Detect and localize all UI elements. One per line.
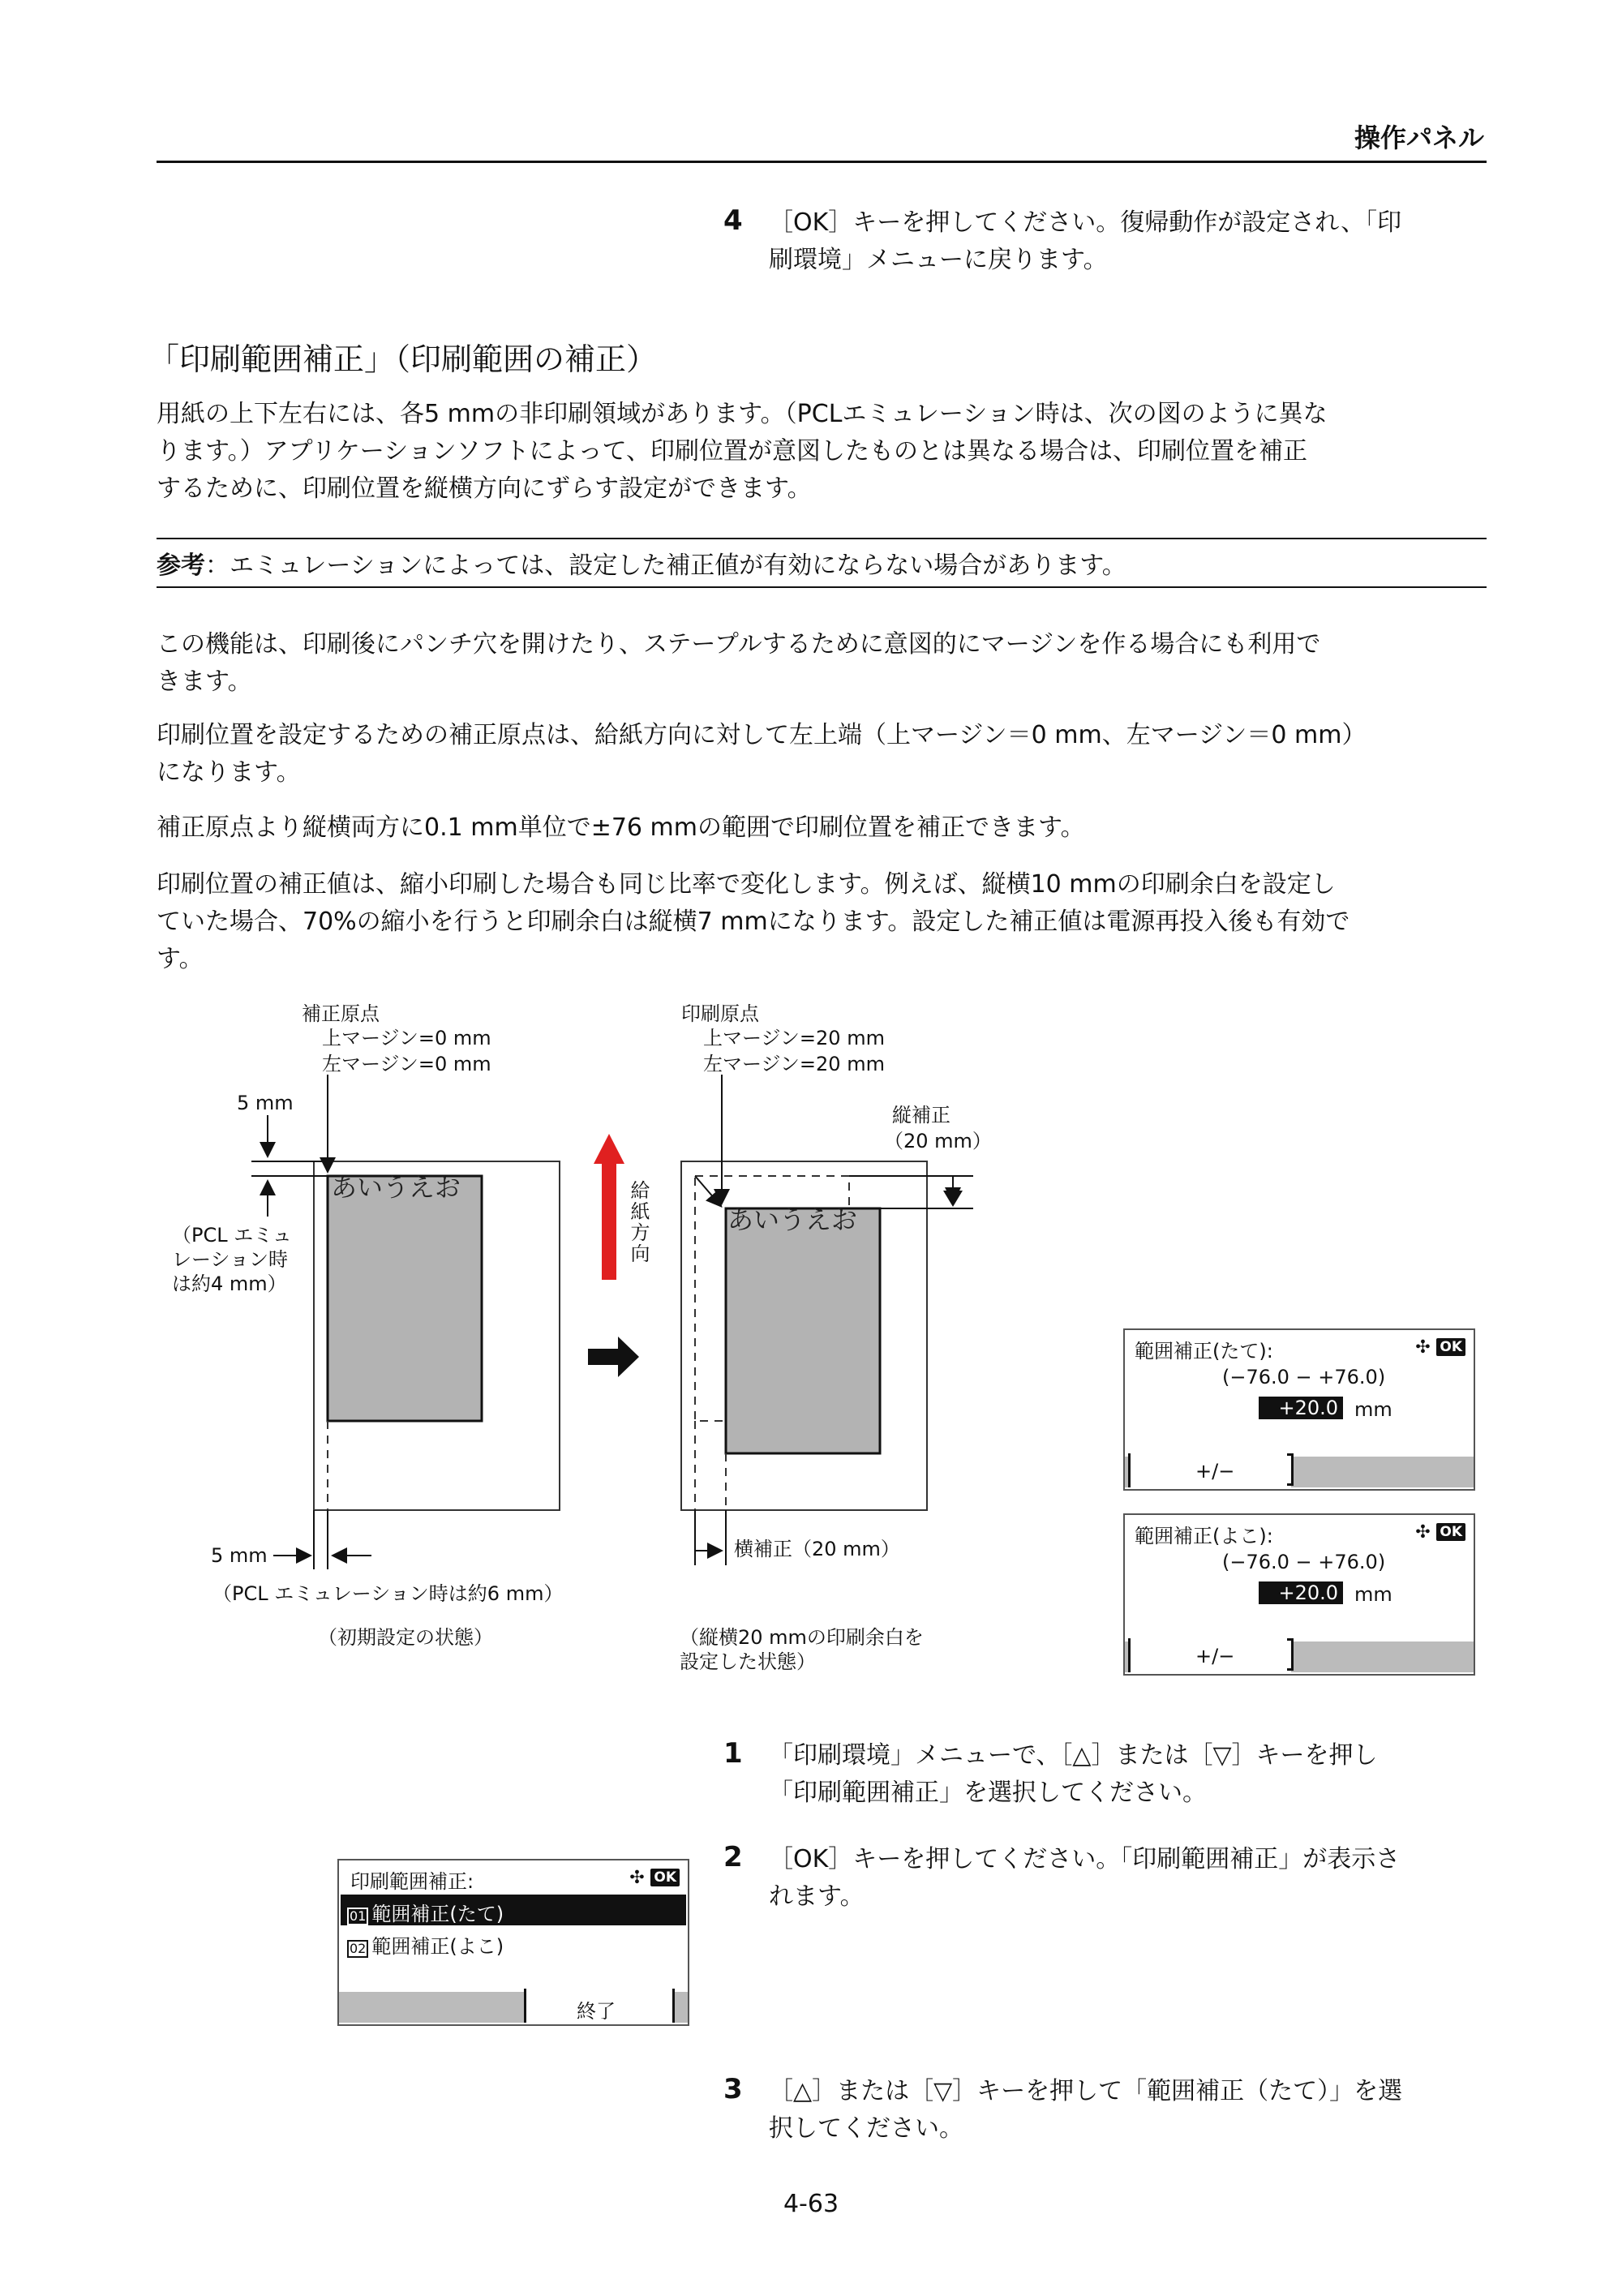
- pcl-note-line: （PCL エミュ: [172, 1224, 292, 1247]
- panel-title: 印刷範囲補正:: [350, 1870, 474, 1893]
- left-pcl-note: [172, 1223, 292, 1296]
- menu-item-tate[interactable]: [341, 1895, 686, 1925]
- right-top-margin: 上マージン=20 mm: [703, 1027, 885, 1049]
- right-horizontal-corr: 横補正（20 mm）: [734, 1538, 900, 1560]
- step-4-line1: ［OK］キーを押してください。復帰動作が設定され、「印: [769, 208, 1402, 237]
- section-header: 操作パネル: [1354, 122, 1484, 153]
- left-caption: （初期設定の状態）: [318, 1626, 493, 1649]
- softkey-bracket: [1287, 1453, 1294, 1486]
- panel-value[interactable]: +20.0: [1259, 1397, 1343, 1419]
- right-origin-title: 印刷原点: [681, 1002, 759, 1025]
- menu-item-row: [347, 1930, 504, 1959]
- left-top-margin: 上マージン=0 mm: [322, 1027, 491, 1049]
- pcl-note-line: レーション時: [172, 1248, 289, 1271]
- panel-range: (−76.0 − +76.0): [1222, 1366, 1386, 1388]
- panel-nav-ok: [1415, 1520, 1465, 1543]
- step-1-text: [769, 1737, 1483, 1812]
- ok-icon: OK: [1436, 1338, 1465, 1356]
- menu-item-row: [347, 1898, 504, 1926]
- note-text: ：エミュレーションによっては、設定した補正値が有効にならない場合があります。: [205, 551, 1126, 580]
- feed-direction-label: 給紙方向: [627, 1180, 650, 1264]
- panel-unit: mm: [1354, 1398, 1392, 1421]
- feed-arrow-head: [594, 1134, 624, 1164]
- right-left-margin: 左マージン=20 mm: [703, 1053, 885, 1075]
- left-print-area: [328, 1176, 482, 1421]
- four-way-arrow-icon: ✣: [1415, 1337, 1431, 1358]
- step-2-text: [769, 1841, 1483, 1916]
- right-vertical-corr-val: （20 mm）: [884, 1130, 992, 1152]
- panel-nav-ok: [1415, 1335, 1465, 1358]
- softkey-label: +/−: [1195, 1460, 1235, 1483]
- step-3-line1: ［△］または［▽］キーを押して「範囲補正（たて）」を選: [769, 2077, 1403, 2105]
- step-1-line1: 「印刷環境」メニューで、［△］または［▽］キーを押し: [769, 1741, 1378, 1770]
- panel-title: 範囲補正(よこ):: [1135, 1525, 1273, 1547]
- right-caption: [680, 1625, 924, 1674]
- panel-range: (−76.0 − +76.0): [1222, 1551, 1386, 1573]
- softkey-right[interactable]: [524, 1989, 675, 2023]
- panel-range-yoko: [1123, 1513, 1475, 1676]
- menu-item-label: 範囲補正(たて): [371, 1903, 504, 1925]
- intro-line: 用紙の上下左右には、各5 mmの非印刷領域があります。（PCLエミュレーション時は、次の図のように異な: [157, 400, 1328, 428]
- right-vertical-corr: 縦補正: [892, 1104, 950, 1127]
- step-2-number: 2: [723, 1841, 743, 1873]
- step-3-line2: 択してください。: [769, 2114, 963, 2143]
- paragraph-line: 補正原点より縦横両方に0.1 mm単位で±76 mmの範囲で印刷位置を補正できます。: [157, 813, 1085, 842]
- panel-print-range-menu: [337, 1859, 689, 2026]
- four-way-arrow-icon: ✣: [629, 1868, 645, 1888]
- note-label: 参考: [157, 551, 205, 580]
- page-number: 4-63: [783, 2190, 839, 2218]
- step-2-line2: れます。: [769, 1882, 865, 1911]
- softkey-label: +/−: [1195, 1645, 1235, 1667]
- step-1-line2: 「印刷範囲補正」を選択してください。: [769, 1779, 1207, 1807]
- right-caption-line: （縦横20 mmの印刷余白を: [680, 1626, 924, 1649]
- panel-range-tate: [1123, 1328, 1475, 1491]
- menu-item-yoko[interactable]: [341, 1927, 686, 1958]
- menu-item-number: 02: [347, 1940, 368, 1958]
- intro-line: ります。）アプリケーションソフトによって、印刷位置が意図したものとは異なる場合は、印刷位置を補正: [157, 437, 1307, 466]
- panel-nav-ok: [629, 1865, 680, 1888]
- feed-arrow-shaft: [602, 1160, 616, 1280]
- right-caption-line: 設定した状態）: [680, 1650, 816, 1673]
- paragraph-line: この機能は、印刷後にパンチ穴を開けたり、ステープルするために意図的にマージンを作る場合にも利用で: [157, 630, 1321, 659]
- left-sample-text: あいうえお: [331, 1172, 461, 1203]
- step-3-number: 3: [723, 2073, 743, 2105]
- step-4-number: 4: [723, 204, 743, 237]
- paragraph-line: になります。: [157, 758, 301, 787]
- ok-icon: OK: [1436, 1523, 1465, 1541]
- left-pcl-note-bottom: （PCL エミュレーション時は約6 mm）: [212, 1582, 564, 1605]
- panel-unit: mm: [1354, 1583, 1392, 1606]
- step-4-line2: 刷環境」メニューに戻ります。: [769, 246, 1108, 274]
- paragraph-line: す。: [157, 945, 204, 973]
- intro-line: するために、印刷位置を縦横方向にずらす設定ができます。: [157, 474, 812, 503]
- panel-value[interactable]: +20.0: [1259, 1581, 1343, 1604]
- step-2-line1: ［OK］キーを押してください。「印刷範囲補正」が表示さ: [769, 1845, 1401, 1873]
- section-heading: 「印刷範囲補正」（印刷範囲の補正）: [148, 341, 658, 377]
- panel-title: 範囲補正(たて):: [1135, 1340, 1273, 1363]
- right-sample-text: あいうえお: [727, 1204, 858, 1235]
- softkey-bracket: [1287, 1638, 1294, 1671]
- menu-item-label: 範囲補正(よこ): [371, 1935, 504, 1958]
- process-arrow: [588, 1337, 639, 1377]
- paragraph-line: 印刷位置を設定するための補正原点は、給紙方向に対して左上端（上マージン＝0 mm、左マージン＝0 mm）: [157, 721, 1367, 749]
- paragraph-line: ていた場合、70%の縮小を行うと印刷余白は縦横7 mmになります。設定した補正値は電源再投入後も有効で: [157, 908, 1350, 936]
- left-5mm-top: 5 mm: [237, 1092, 294, 1114]
- left-5mm-bottom: 5 mm: [211, 1544, 268, 1567]
- ok-icon: OK: [650, 1869, 680, 1886]
- right-print-area: [726, 1208, 880, 1453]
- left-origin-title: 補正原点: [302, 1002, 380, 1025]
- softkey-label: 終了: [577, 2000, 616, 2023]
- pcl-note-line: は約4 mm）: [172, 1272, 287, 1295]
- softkey-left[interactable]: [1128, 1453, 1291, 1487]
- step-3-text: [769, 2073, 1483, 2148]
- left-left-margin: 左マージン=0 mm: [322, 1053, 491, 1075]
- paragraph-line: 印刷位置の補正値は、縮小印刷した場合も同じ比率で変化します。例えば、縦横10 mmの印刷余白を設定し: [157, 870, 1336, 899]
- menu-item-number: 01: [347, 1908, 368, 1925]
- paragraph-line: きます。: [157, 667, 252, 696]
- softkey-left[interactable]: [1128, 1638, 1291, 1672]
- step-1-number: 1: [723, 1737, 743, 1770]
- four-way-arrow-icon: ✣: [1415, 1522, 1431, 1543]
